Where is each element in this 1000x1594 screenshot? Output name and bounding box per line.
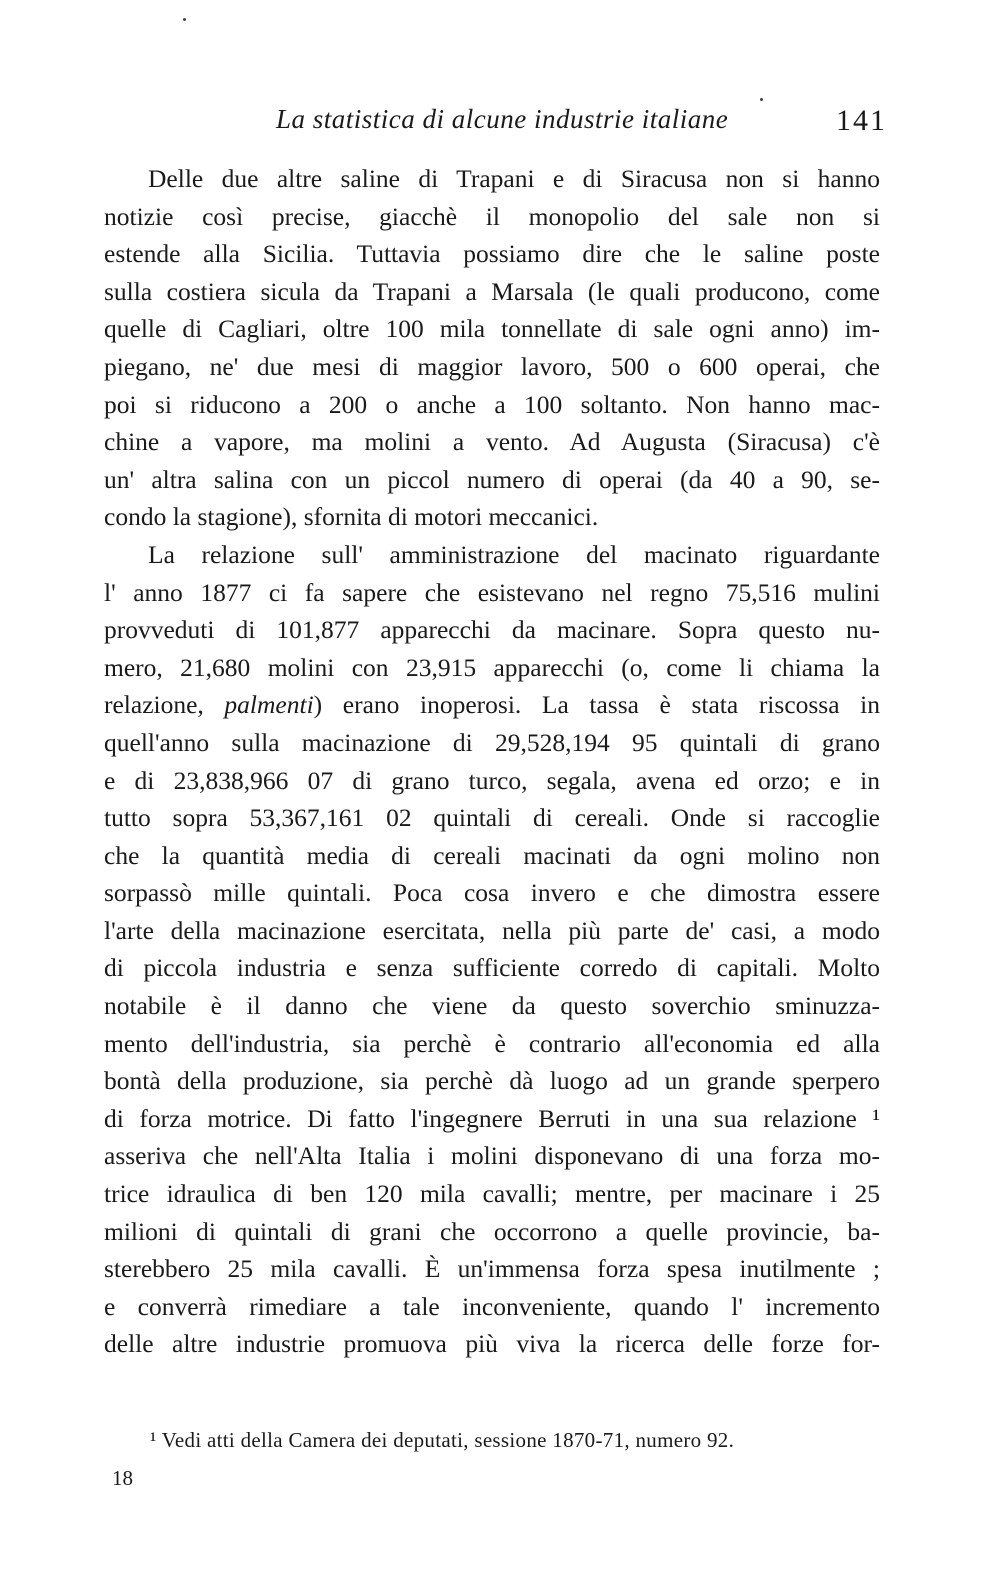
text-line: bontà della produzione, sia perchè dà luogo ad un grande sperpero: [104, 1066, 880, 1096]
text-line: notizie così precise, giacchè il monopolio del sale non si: [104, 201, 880, 231]
text-line: delle altre industrie promuova più viva la ricerca delle forze for-: [104, 1329, 880, 1359]
text-line: sorpassò mille quintali. Poca cosa invero e che dimostra essere: [104, 878, 880, 908]
text-fragment: relazione,: [104, 690, 204, 720]
text-line: piegano, ne' due mesi di maggior lavoro, 500 o 600 operai, che: [104, 351, 880, 381]
text-line: [104, 686, 880, 724]
footnote: ¹ Vedi atti della Camera dei deputati, sessione 1870-71, numero 92.: [150, 1428, 735, 1452]
signature-mark: 18: [112, 1466, 133, 1490]
italic-term: palmenti: [224, 690, 314, 720]
text-fragment: ) erano inoperosi. La tassa è stata riscossa in: [313, 690, 880, 720]
text-line: provveduti di 101,877 apparecchi da macinare. Sopra questo nu-: [104, 615, 880, 645]
text-line: di forza motrice. Di fatto l'ingegnere Berruti in una sua relazione ¹: [104, 1103, 880, 1133]
text-line: e di 23,838,966 07 di grano turco, segala, avena ed orzo; e in: [104, 765, 880, 795]
body-text: [104, 160, 880, 1363]
text-line: chine a vapore, ma molini a vento. Ad Augusta (Siracusa) c'è: [104, 427, 880, 457]
text-line: di piccola industria e senza sufficiente corredo di capitali. Molto: [104, 953, 880, 983]
paper-speck: [183, 18, 186, 21]
text-line: e converrà rimediare a tale inconveniente, quando l' incremento: [104, 1291, 880, 1321]
paper-speck: [760, 98, 763, 101]
text-line: sulla costiera sicula da Trapani a Marsala (le quali producono, come: [104, 276, 880, 306]
text-line: poi si riducono a 200 o anche a 100 soltanto. Non hanno mac-: [104, 389, 880, 419]
text-line: l'arte della macinazione esercitata, nella più parte de' casi, a modo: [104, 915, 880, 945]
text-line: quelle di Cagliari, oltre 100 mila tonnellate di sale ogni anno) im-: [104, 314, 880, 344]
text-line: mento dell'industria, sia perchè è contrario all'economia ed alla: [104, 1028, 880, 1058]
running-title: La statistica di alcune industrie italiane: [276, 104, 729, 134]
text-line: mero, 21,680 molini con 23,915 apparecchi (o, come li chiama la: [104, 652, 880, 682]
text-line: tutto sopra 53,367,161 02 quintali di cereali. Onde si raccoglie: [104, 803, 880, 833]
text-line: condo la stagione), sfornita di motori meccanici.: [104, 502, 599, 532]
text-line: un' altra salina con un piccol numero di operai (da 40 a 90, se-: [104, 464, 880, 494]
text-line: estende alla Sicilia. Tuttavia possiamo dire che le saline poste: [104, 239, 880, 269]
text-line: notabile è il danno che viene da questo soverchio sminuzza-: [104, 991, 880, 1021]
text-line: l' anno 1877 ci fa sapere che esistevano nel regno 75,516 mulini: [104, 577, 880, 607]
text-line: che la quantità media di cereali macinati da ogni molino non: [104, 840, 880, 870]
text-line: quell'anno sulla macinazione di 29,528,194 95 quintali di grano: [104, 727, 880, 757]
text-line: asseriva che nell'Alta Italia i molini disponevano di una forza mo-: [104, 1141, 880, 1171]
text-line: trice idraulica di ben 120 mila cavalli; mentre, per macinare i 25: [104, 1179, 880, 1209]
text-line: milioni di quintali di grani che occorrono a quelle provincie, ba-: [104, 1216, 880, 1246]
text-line: Delle due altre saline di Trapani e di Siracusa non si hanno: [148, 164, 880, 193]
text-line: sterebbero 25 mila cavalli. È un'immensa forza spesa inutilmente ;: [104, 1254, 880, 1284]
text-line: La relazione sull' amministrazione del macinato riguardante: [148, 539, 880, 569]
page-number: 141: [836, 104, 887, 137]
